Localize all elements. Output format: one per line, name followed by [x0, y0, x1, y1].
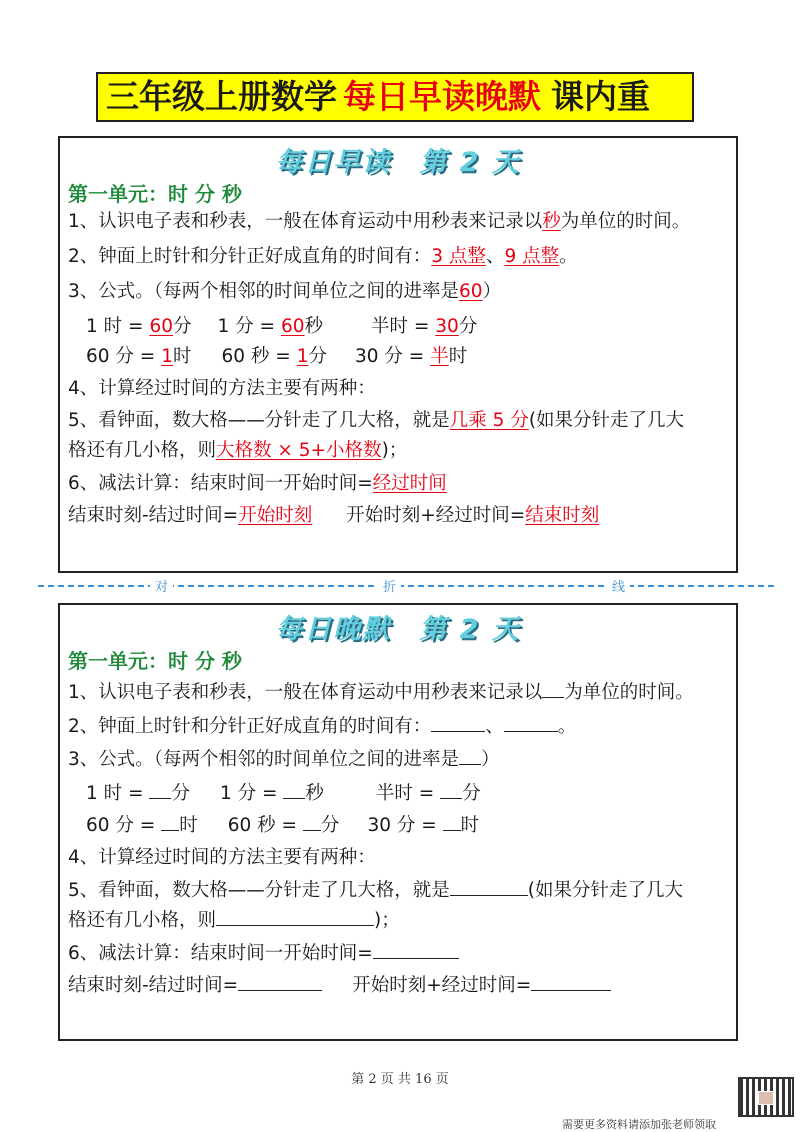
answer-blank — [531, 972, 611, 991]
morning-formula-row-2: 60 分 = 1时 60 秒 = 1分 30 分 = 半时 — [86, 346, 468, 367]
morning-line-5: 5、看钟面，数大格——分针走了几大格，就是几乘 5 分(如果分针走了几大 — [68, 410, 685, 431]
page-number: 第 2 页 共 16 页 — [351, 1072, 449, 1087]
answer-blank — [216, 907, 374, 926]
evening-line-6-continued: 结束时刻-结过时间= 开始时刻+经过时间= — [68, 972, 611, 999]
title-part-key: 课内重 — [551, 77, 650, 116]
answer: 60 — [280, 316, 305, 337]
title-banner — [96, 72, 694, 122]
qr-code-icon — [738, 1077, 794, 1117]
answer: 60 — [149, 316, 173, 337]
morning-line-1: 1、认识电子表和秒表，一般在体育运动中用秒表来记录以秒为单位的时间。 — [68, 211, 691, 232]
answer: 3 点整 — [431, 246, 486, 267]
morning-line-6-continued: 结束时刻-结过时间=开始时刻 开始时刻+经过时间=结束时刻 — [68, 505, 600, 526]
answer-blank — [440, 780, 462, 799]
evening-formula-row-2: 60 分 = 时 60 秒 = 分 30 分 = 时 — [86, 812, 479, 839]
answer-blank — [450, 877, 528, 896]
answer-blank — [283, 780, 305, 799]
answer: 开始时刻 — [238, 505, 313, 526]
answer: 几乘 5 分 — [449, 410, 529, 431]
answer-blank — [459, 746, 481, 765]
answer: 9 点整 — [504, 246, 560, 267]
title-part-grade: 三年级上册数学 — [106, 77, 337, 116]
title-part-daily: 每日早读晚默 — [343, 77, 541, 116]
evening-card-title-left: 每日晚默 — [275, 614, 392, 645]
morning-line-6: 6、减法计算：结束时间一开始时间=经过时间 — [68, 473, 447, 494]
fold-label-2: 折 — [378, 576, 401, 595]
evening-line-5: 5、看钟面，数大格——分针走了几大格，就是 (如果分针走了几大 — [68, 877, 683, 904]
answer: 1 — [161, 346, 173, 367]
evening-dictation-card — [58, 603, 738, 1041]
answer-blank — [303, 812, 321, 831]
morning-formula-row-1: 1 时 = 60分 1 分 = 60秒 半时 = 30分 — [86, 316, 478, 337]
answer: 结束时刻 — [525, 505, 600, 526]
morning-unit-heading: 第一单元：时 分 秒 — [68, 182, 242, 206]
morning-card-title — [60, 140, 736, 179]
answer-blank — [238, 972, 322, 991]
morning-line-5-continued: 格还有几小格，则大格数 × 5+小格数)； — [68, 440, 408, 461]
evening-card-title-right: 第 2 天 — [419, 614, 521, 645]
fold-line — [38, 585, 774, 587]
morning-line-3: 3、公式。（每两个相邻的时间单位之间的进率是60） — [68, 281, 502, 302]
fold-label-3: 线 — [607, 576, 630, 595]
answer-blank — [161, 812, 179, 831]
answer-blank — [373, 940, 459, 959]
morning-line-4: 4、计算经过时间的方法主要有两种： — [68, 378, 376, 399]
answer: 60 — [459, 281, 483, 302]
evening-line-3: 3、公式。（每两个相邻的时间单位之间的进率是 ） — [68, 746, 500, 773]
morning-card-title-left: 每日早读 — [275, 147, 392, 178]
answer-blank — [504, 713, 558, 732]
evening-unit-heading: 第一单元：时 分 秒 — [68, 649, 242, 673]
evening-line-5-continued: 格还有几小格，则 )； — [68, 907, 400, 934]
morning-line-2: 2、钟面上时针和分针正好成直角的时间有：3 点整、9 点整。 — [68, 246, 578, 267]
answer-blank — [542, 679, 564, 698]
footer-note: 需要更多资料请添加张老师领取 — [562, 1118, 716, 1131]
morning-card-title-right: 第 2 天 — [419, 147, 521, 178]
morning-reading-card — [58, 136, 738, 573]
evening-line-6: 6、减法计算：结束时间一开始时间= — [68, 940, 459, 967]
answer-blank — [431, 713, 485, 732]
evening-formula-row-1: 1 时 = 分 1 分 = 秒 半时 = 分 — [86, 780, 481, 807]
answer-blank — [149, 780, 171, 799]
answer: 30 — [435, 316, 459, 337]
answer: 大格数 × 5+小格数 — [216, 440, 382, 461]
answer: 经过时间 — [372, 473, 447, 494]
answer-blank — [443, 812, 461, 831]
evening-line-2: 2、钟面上时针和分针正好成直角的时间有： 、 。 — [68, 713, 576, 740]
evening-line-4: 4、计算经过时间的方法主要有两种： — [68, 847, 376, 868]
answer: 1 — [296, 346, 309, 367]
answer: 半 — [430, 346, 449, 367]
evening-line-1: 1、认识电子表和秒表，一般在体育运动中用秒表来记录以 为单位的时间。 — [68, 679, 694, 706]
evening-card-title — [60, 607, 736, 646]
fold-label-1: 对 — [150, 576, 173, 595]
answer: 秒 — [542, 211, 561, 232]
